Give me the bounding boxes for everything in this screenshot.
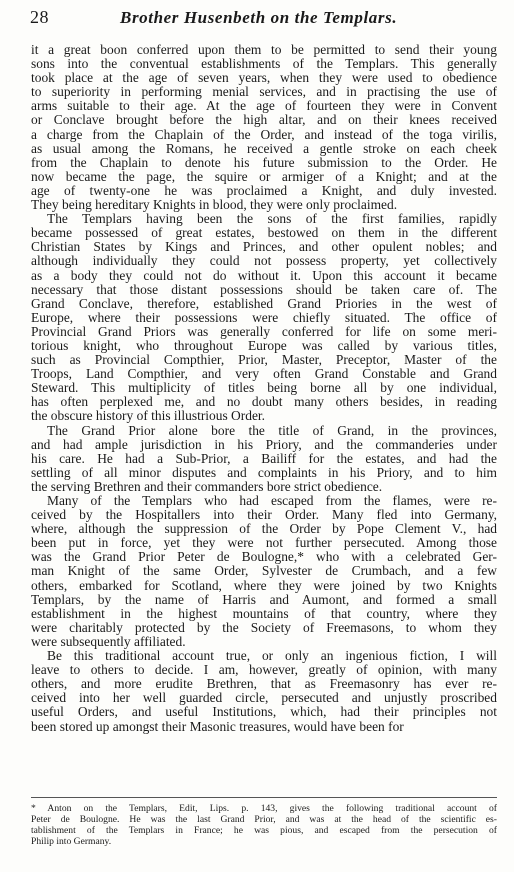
text-line: others, embarked for Scotland, where they were joined by two Knights	[31, 577, 497, 593]
text-line: Christian States by Kings and Princes, and other opulent nobles; and	[31, 239, 497, 255]
text-line: leave to others to decide. I am, however, greatly of opinion, with many	[31, 662, 497, 678]
text-line: took place at the age of seven years, when they were used to obedience	[31, 70, 497, 86]
text-line: has often perplexed me, and no doubt many others besides, in reading	[31, 394, 497, 410]
text-line: and had ample jurisdiction in his Priory, and the commanderies under	[31, 436, 497, 452]
footnote-line: tablishment of the Templars in France; he was pious, and escaped from the persecution of	[31, 825, 497, 836]
page-header	[30, 7, 498, 29]
text-line: ceived into her well guarded circle, persecuted and unjustly proscribed	[31, 690, 497, 706]
text-line: a charge from the Chaplain of the Order, and instead of the toga virilis,	[31, 126, 497, 142]
text-line: now became the page, the squire or armiger of a Knight; and at the	[31, 168, 497, 184]
text-line: such as Provincial Compthier, Prior, Master, Preceptor, Master of the	[31, 352, 497, 368]
text-line: the obscure history of this illustrious Order.	[31, 408, 266, 424]
text-line: Troops, Land Compthier, and very often Grand Constable and Grand	[31, 366, 497, 382]
text-line: Be this traditional account true, or only an ingenious fiction, I will	[47, 648, 497, 664]
text-line: The Grand Prior alone bore the title of Grand, in the provinces,	[47, 422, 497, 438]
footnote-divider	[31, 797, 497, 798]
text-line: Many of the Templars who had escaped from the flames, were re-	[47, 493, 497, 508]
text-line: his care. He had a Sub-Prior, a Bailiff for the estates, and had the	[31, 450, 497, 466]
text-line: or Conclave brought before the high altar, and on their knees received	[31, 112, 497, 128]
text-line: man Knight of the same Order, Sylvester de Crumbach, and a few	[31, 563, 497, 579]
text-line: been stored up amongst their Masonic treasures, would have been for	[31, 718, 404, 734]
text-line: useful Orders, and useful Institutions, which, had their principles not	[31, 704, 497, 720]
text-line: sons into the conventual establishments of the Templars. This generally	[31, 56, 497, 72]
text-line: Europe, where their possessions were chiefly situated. The office of	[31, 309, 497, 325]
page-number: 28	[30, 7, 49, 27]
text-line: as usual among the Romans, he received a gentle stroke on each cheek	[31, 140, 497, 156]
text-line: necessary that those distant possessions should be taken care of. The	[31, 281, 497, 297]
text-line: from the Chaplain to denote his future submission to the Order. He	[31, 154, 497, 170]
footnote-line: Philip into Germany.	[31, 836, 112, 847]
text-line: Provincial Grand Priors was generally conferred for life on some meri-	[31, 323, 497, 339]
text-line: Steward. This multiplicity of titles being borne all by one individual,	[31, 380, 497, 396]
text-line: to superiority in performing menial services, and in practising the use of	[31, 84, 497, 100]
text-line: where, although the suppression of the Order by Pope Clement V., had	[31, 521, 497, 537]
text-line: was the Grand Prior Peter de Boulogne,* who with a celebrated Ger-	[31, 549, 497, 565]
running-title: Brother Husenbeth on the Templars.	[120, 8, 398, 27]
text-line: as a body they could not do without it. Upon this account it became	[31, 267, 497, 283]
text-line: ceived by the Hospitallers into their Order. Many fled into Germany,	[31, 507, 497, 523]
text-line: it a great boon conferred upon them to be permitted to send their young	[31, 42, 497, 57]
text-line: Templars, by the name of Harris and Aumont, and formed a small	[31, 591, 497, 607]
text-line: settling of all minor disputes and complaints in his Priory, and to him	[31, 464, 497, 480]
paragraph	[31, 43, 497, 212]
text-line: age of twenty-one he was proclaimed a Knight, and duly invested.	[31, 182, 497, 198]
text-line: became possessed of great estates, bestowed on them in the different	[31, 225, 497, 241]
text-line: were charitably protected by the Society of Freemasons, to whom they	[31, 619, 497, 635]
paragraph	[31, 494, 497, 649]
footnote-line: * Anton on the Templars, Edit, Lips. p. 143, gives the following traditional account of	[31, 803, 497, 814]
paragraph	[31, 212, 497, 423]
text-line: been put in force, yet they were not further persecuted. Among those	[31, 535, 497, 551]
text-line: were subsequently affiliated.	[31, 633, 186, 649]
body-text	[31, 43, 497, 734]
text-line: torious knight, who throughout Europe was called by various titles,	[31, 337, 497, 353]
paragraph	[31, 424, 497, 494]
text-line: the serving Brethren and their commanders bore strict obedience.	[31, 478, 383, 494]
footnote	[31, 803, 497, 847]
text-line: establishment in the highest mountains of that country, where they	[31, 605, 497, 621]
text-line: arms suitable to their age. At the age of fourteen they were in Convent	[31, 98, 497, 114]
text-line: although individually they could not possess property, yet collectively	[31, 253, 497, 269]
text-line: The Templars having been the sons of the first families, rapidly	[47, 211, 497, 227]
footnote-line: Peter de Boulogne. He was the last Grand Prior, and was at the head of the scientific es-	[31, 814, 497, 825]
text-line: others, and more erudite Brethren, that as Freemasonry has ever re-	[31, 676, 497, 692]
text-line: Grand Conclave, therefore, established Grand Priories in the west of	[31, 295, 497, 311]
text-line: They being hereditary Knights in blood, they were only proclaimed.	[31, 197, 398, 213]
paragraph	[31, 649, 497, 734]
